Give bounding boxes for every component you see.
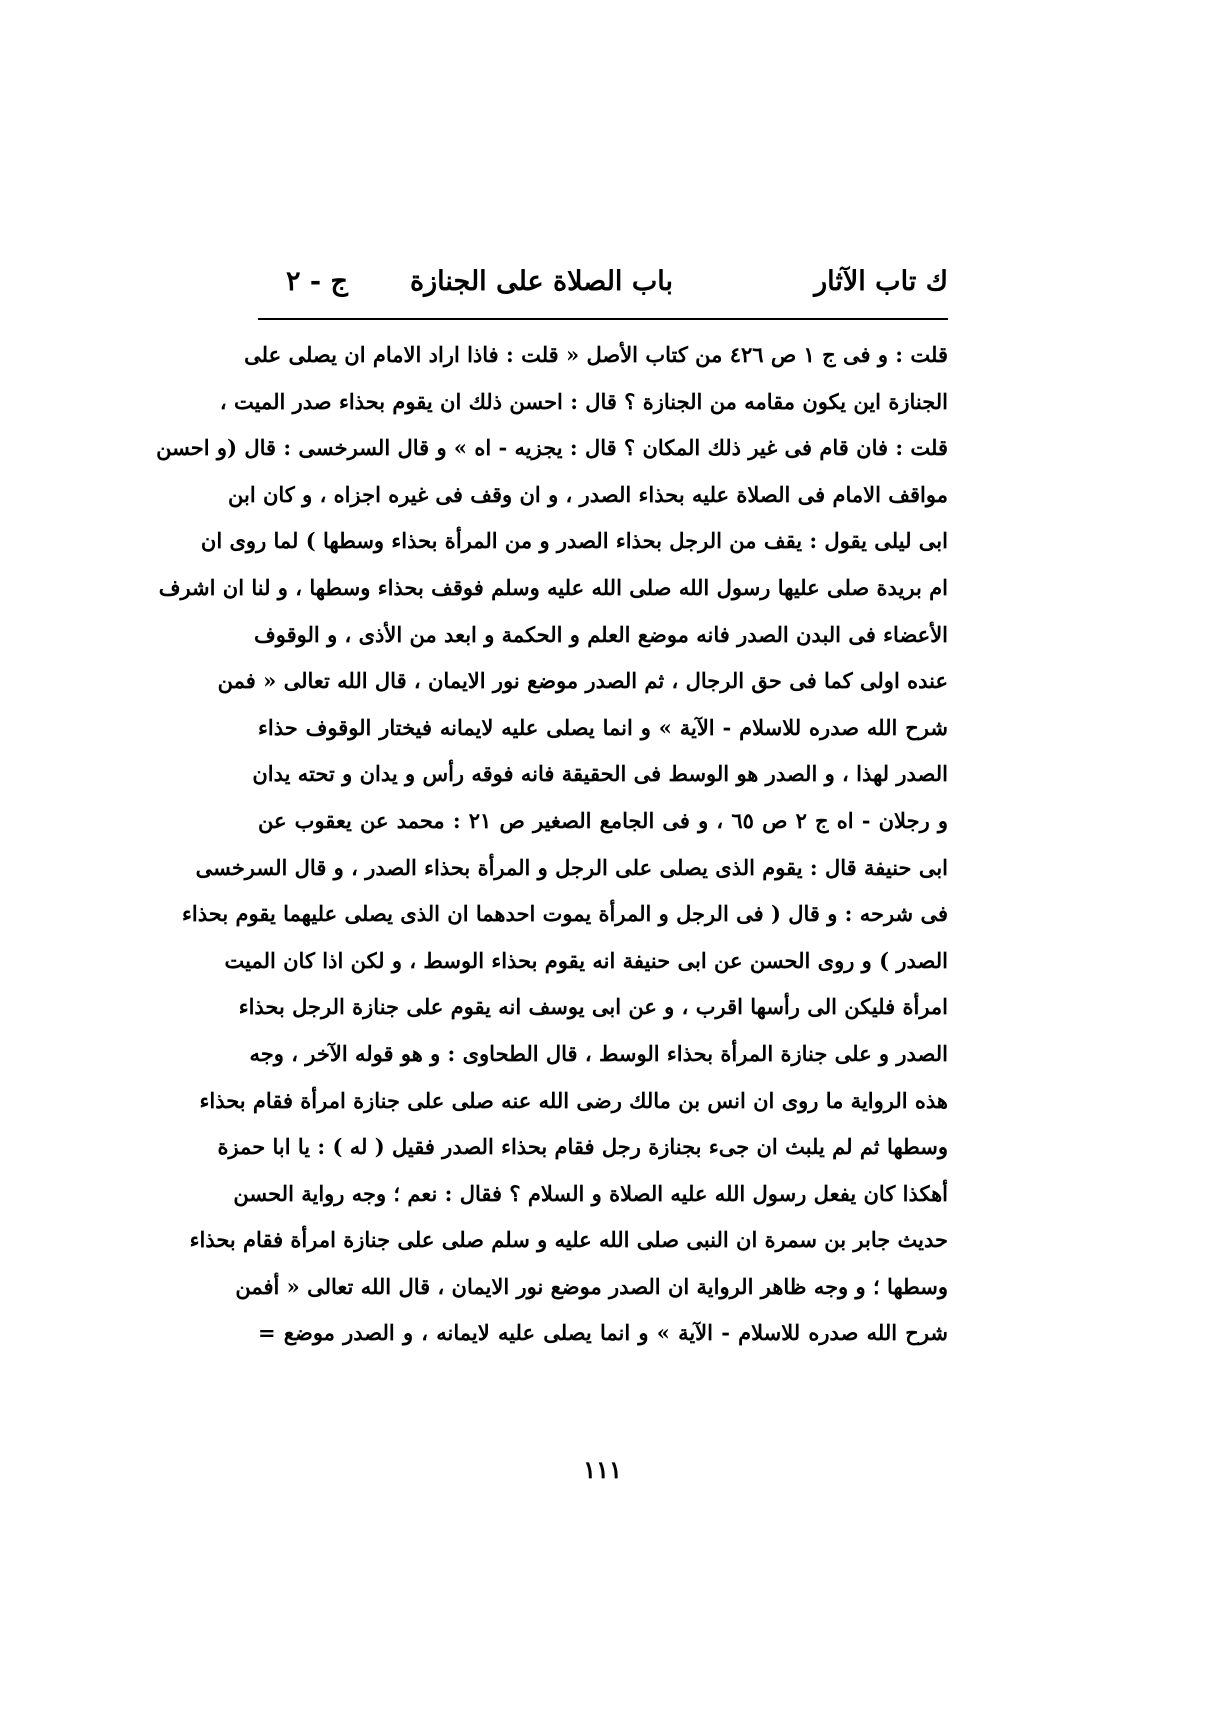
book-title: ﻙ تاب الآثار	[814, 266, 948, 297]
text-line: شرح الله صدره للاسلام - الآية » و انما يصلى عليه لايمانه ، و الصدر موضع =	[258, 1320, 948, 1346]
text-line: الصدر لهذا ، و الصدر هو الوسط فى الحقيقة فانه فوقه رأس و يدان و تحته يدان	[252, 761, 948, 787]
text-line: وسطها ؛ و وجه ظاهر الرواية ان الصدر موضع نور الايمان ، قال الله تعالى « أفمن	[235, 1273, 948, 1299]
text-line: أهكذا كان يفعل رسول الله عليه الصلاة و السلام ؟ فقال : نعم ؛ وجه رواية الحسن	[233, 1180, 948, 1206]
text-line: امرأة فليكن الى رأسها اقرب ، و عن ابى يوسف انه يقوم على جنازة الرجل بحذاء	[238, 994, 948, 1020]
text-line: الصدر و على جنازة المرأة بحذاء الوسط ، قال الطحاوى : و هو قوله الآخر ، وجه	[249, 1040, 948, 1066]
text-line: قلت : و فى ج ١ ص ٤٢٦ من كتاب الأصل « قلت : فاذا اراد الامام ان يصلى على	[244, 342, 948, 367]
volume-number: ج - ٢	[286, 266, 348, 297]
text-line: ابى حنيفة قال : يقوم الذى يصلى على الرجل و المرأة بحذاء الصدر ، و قال السرخسى	[195, 854, 948, 880]
header-rule	[258, 318, 948, 320]
text-line: وسطها ثم لم يلبث ان جىء بجنازة رجل فقام بحذاء الصدر فقيل ( له ) : يا ابا حمزة	[217, 1134, 948, 1160]
text-line: الصدر ) و روى الحسن عن ابى حنيفة انه يقوم بحذاء الوسط ، و لكن اذا كان الميت	[224, 947, 948, 973]
text-line: عنده اولى كما فى حق الرجال ، ثم الصدر موضع نور الايمان ، قال الله تعالى « فمن	[217, 668, 948, 694]
body-text	[156, 332, 949, 1357]
text-line: حديث جابر بن سمرة ان النبى صلى الله عليه و سلم صلى على جنازة امرأة فقام بحذاء	[189, 1227, 948, 1253]
text-line: و رجلان - اه ج ٢ ص ٦٥ ، و فى الجامع الصغير ص ٢١ : محمد عن يعقوب عن	[258, 807, 949, 833]
text-line: هذه الرواية ما روى ان انس بن مالك رضى الله عنه صلى على جنازة امرأة فقام بحذاء	[199, 1087, 948, 1113]
text-line: مواقف الامام فى الصلاة عليه بحذاء الصدر ، و ان وقف فى غيره اجزاه ، و كان ابن	[228, 481, 948, 507]
text-line: الجنازة اين يكون مقامه من الجنازة ؟ قال : احسن ذلك ان يقوم بحذاء صدر الميت ،	[219, 388, 948, 414]
chapter-title: باب الصلاة على الجنازة	[409, 266, 673, 297]
text-line: شرح الله صدره للاسلام - الآية » و انما يصلى عليه لايمانه فيختار الوقوف حذاء	[258, 714, 948, 740]
text-line: قلت : فان قام فى غير ذلك المكان ؟ قال : يجزيه - اه » و قال السرخسى : قال (و احسن	[156, 435, 948, 461]
page-header	[258, 258, 948, 308]
text-line: الأعضاء فى البدن الصدر فانه موضع العلم و الحكمة و ابعد من الأذى ، و الوقوف	[254, 621, 948, 647]
text-line: فى شرحه : و قال ( فى الرجل و المرأة يموت احدهما ان الذى يصلى عليهما يقوم بحذاء	[182, 901, 948, 927]
text-line: ابى ليلى يقول : يقف من الرجل بحذاء الصدر و من المرأة بحذاء وسطها ) لما روى ان	[200, 528, 948, 554]
page-number: ١١١	[583, 1455, 622, 1484]
text-line: ام بريدة صلى عليها رسول الله صلى الله عليه وسلم فوقف بحذاء وسطها ، و لنا ان اشرف	[158, 574, 948, 600]
